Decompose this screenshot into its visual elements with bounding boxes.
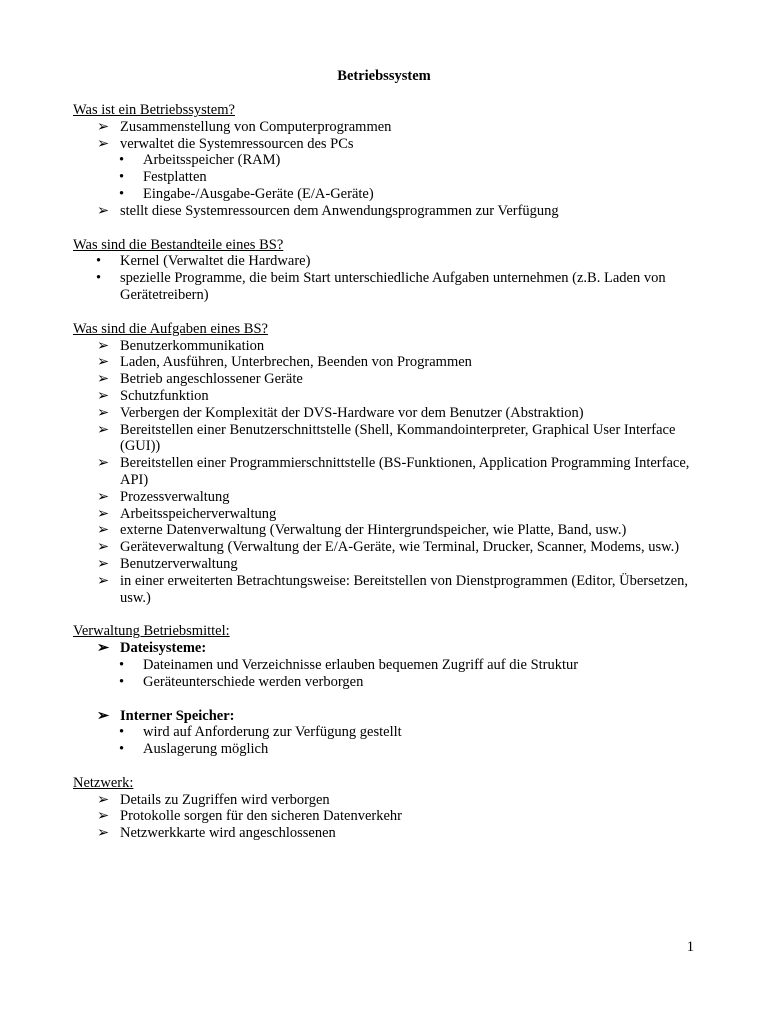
arrow-bullet-icon: ➢: [97, 808, 110, 825]
sub-list-item: • Arbeitsspeicher (RAM): [119, 152, 281, 169]
sub-list-item: • Auslagerung möglich: [119, 741, 269, 758]
spacer: [73, 606, 693, 623]
list-item: ➢ Netzwerkkarte wird angeschlossenen: [97, 825, 336, 842]
spacer: [73, 220, 693, 237]
arrow-bullet-icon: ➢: [97, 118, 110, 135]
arrow-bullet-icon: ➢: [97, 522, 110, 539]
list-item: ➢ Betrieb angeschlossener Geräte: [97, 371, 303, 388]
list-item: ➢ Benutzerkommunikation: [97, 337, 265, 354]
list-item: ➢ Prozessverwaltung: [97, 488, 230, 505]
sub-list-item: • Dateinamen und Verzeichnisse erlauben bequemen Zugriff auf die Struktur: [119, 656, 579, 673]
section-heading-resources: Verwaltung Betriebsmittel:: [73, 623, 230, 640]
list-item: ➢ Zusammenstellung von Computerprogrammen: [97, 118, 392, 135]
group-label-internal-memory: ➢ Interner Speicher:: [97, 707, 235, 724]
spacer: [73, 304, 693, 321]
list-item: ➢ Protokolle sorgen für den sicheren Datenverkehr: [97, 808, 402, 825]
document-body: [73, 102, 693, 842]
dot-bullet-icon: •: [96, 270, 102, 287]
spacer: [73, 691, 693, 708]
page-number: 1: [686, 939, 694, 955]
arrow-bullet-icon: ➢: [97, 825, 110, 842]
section-heading-tasks: Was sind die Aufgaben eines BS?: [73, 320, 268, 337]
dot-bullet-icon: •: [119, 741, 125, 758]
sub-list-item: • Festplatten: [119, 169, 207, 186]
list-item: ➢ Benutzerverwaltung: [97, 555, 238, 572]
dot-bullet-icon: •: [119, 169, 125, 186]
arrow-bullet-icon: ➢: [97, 791, 110, 808]
arrow-bullet-icon: ➢: [97, 455, 110, 472]
list-item: ➢ Geräteverwaltung (Verwaltung der E/A-Geräte, wie Terminal, Drucker, Scanner, Modems, usw.): [97, 539, 680, 556]
list-item: ➢ verwaltet die Systemressourcen des PCs: [97, 135, 354, 152]
arrow-bullet-icon: ➢: [97, 387, 110, 404]
sub-list-item: • wird auf Anforderung zur Verfügung gestellt: [119, 724, 402, 741]
dot-bullet-icon: •: [119, 724, 125, 741]
dot-bullet-icon: •: [119, 656, 125, 673]
section-heading-network: Netzwerk:: [73, 774, 134, 791]
arrow-bullet-icon: ➢: [97, 404, 110, 421]
list-item: ➢ Verbergen der Komplexität der DVS-Hardware vor dem Benutzer (Abstraktion): [97, 404, 584, 421]
tasks-list: [73, 338, 693, 607]
arrow-bullet-icon: ➢: [97, 707, 110, 724]
dot-bullet-icon: •: [119, 152, 125, 169]
arrow-bullet-icon: ➢: [97, 202, 110, 219]
arrow-bullet-icon: ➢: [97, 421, 110, 438]
list-item: ➢ stellt diese Systemressourcen dem Anwendungsprogrammen zur Verfügung: [97, 202, 559, 219]
arrow-bullet-icon: ➢: [97, 640, 110, 657]
list-item: ➢ Bereitstellen einer Benutzerschnittstelle (Shell, Kommandointerpreter, Graphical User Interface (GUI)): [97, 421, 676, 455]
list-item: ➢ Schutzfunktion: [97, 387, 209, 404]
dot-bullet-icon: •: [119, 673, 125, 690]
list-item: ➢ Bereitstellen einer Programmierschnittstelle (BS-Funktionen, Application Programming Interface, API): [97, 455, 690, 488]
section-heading-components: Was sind die Bestandteile eines BS?: [73, 236, 284, 253]
sub-list-item: • Eingabe-/Ausgabe-Geräte (E/A-Geräte): [119, 185, 374, 202]
list-item: ➢ externe Datenverwaltung (Verwaltung der Hintergrundspeicher, wie Platte, Band, usw.): [97, 522, 627, 539]
arrow-bullet-icon: ➢: [97, 539, 110, 556]
list-item: ➢ Details zu Zugriffen wird verborgen: [97, 791, 330, 808]
arrow-bullet-icon: ➢: [97, 572, 110, 589]
list-item: ➢ in einer erweiterten Betrachtungsweise: Bereitstellen von Dienstprogrammen (Editor, Übersetzen, usw.): [97, 572, 688, 606]
section-heading-what-is-os: Was ist ein Betriebssystem?: [73, 102, 235, 118]
arrow-bullet-icon: ➢: [97, 354, 110, 371]
list-item: ➢ Arbeitsspeicherverwaltung: [97, 505, 277, 522]
list-item: ➢ Laden, Ausführen, Unterbrechen, Beenden von Programmen: [97, 354, 472, 371]
arrow-bullet-icon: ➢: [97, 488, 110, 505]
spacer: [73, 758, 693, 775]
list-item: • Kernel (Verwaltet die Hardware): [96, 253, 311, 270]
arrow-bullet-icon: ➢: [97, 371, 110, 388]
group-label-filesystems: ➢ Dateisysteme:: [97, 640, 207, 657]
dot-bullet-icon: •: [96, 253, 102, 270]
arrow-bullet-icon: ➢: [97, 135, 110, 152]
page-title: Betriebssystem: [337, 68, 431, 84]
arrow-bullet-icon: ➢: [97, 505, 110, 522]
dot-bullet-icon: •: [119, 185, 125, 202]
list-item: • spezielle Programme, die beim Start unterschiedliche Aufgaben unternehmen (z.B. Laden von Gerätetreibern): [96, 270, 666, 303]
arrow-bullet-icon: ➢: [97, 337, 110, 354]
sub-list-item: • Geräteunterschiede werden verborgen: [119, 673, 364, 690]
arrow-bullet-icon: ➢: [97, 555, 110, 572]
